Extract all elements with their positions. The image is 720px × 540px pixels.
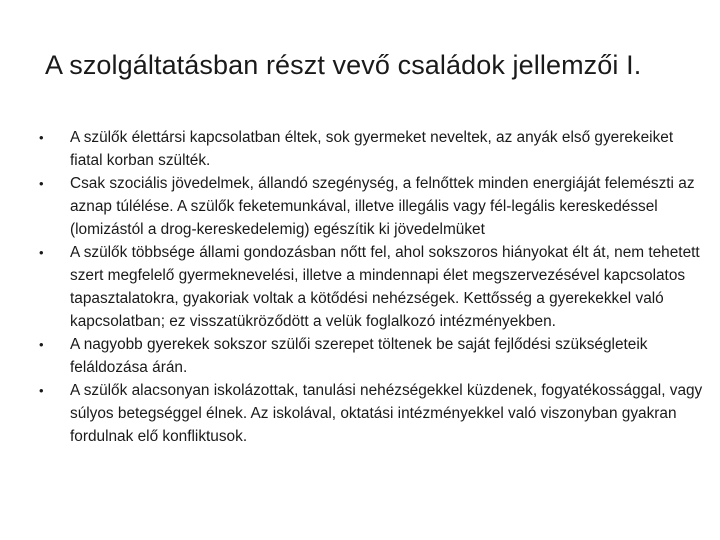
bullet-item-4 xyxy=(39,333,705,379)
bullet-item-3 xyxy=(39,241,705,333)
bullet-text: Csak szociális jövedelmek, állandó szegénység, a felnőttek minden energiáját felemészti az aznap túlélése. A szülők feketemunkával, illetve illegális vagy fél-legális kereskedéssel (lomizástól a drog-kereskedelemig) egészítik ki jövedelmüket xyxy=(70,175,695,238)
bullet-icon: • xyxy=(39,383,44,398)
bullet-icon: • xyxy=(39,337,44,352)
bullet-item-2 xyxy=(39,172,705,241)
bullet-text: A szülők többsége állami gondozásban nőtt fel, ahol sokszoros hiányokat élt át, nem tehetett szert megfelelő gyermeknevelési, illetve a mindennapi élet megszervezésével kapcsolatos tapasztalatokra, gyakoriak voltak a kötődési nehézségek. Kettősség a gyerekekkel való kapcsolatban; ez visszatükröződött a velük foglalkozó intézményekben. xyxy=(70,244,700,330)
bullet-text: A szülők élettársi kapcsolatban éltek, sok gyermeket neveltek, az anyák első gyerekeiket fiatal korban szülték. xyxy=(70,129,674,169)
bullet-icon: • xyxy=(39,176,44,191)
bullet-text: A nagyobb gyerekek sokszor szülői szerepet töltenek be saját fejlődési szükségleteik feláldozása árán. xyxy=(70,336,648,376)
bullet-item-5 xyxy=(39,379,705,448)
bullet-list xyxy=(39,126,705,448)
bullet-text: A szülők alacsonyan iskolázottak, tanulási nehézségekkel küzdenek, fogyatékossággal, vagy súlyos betegséggel élnek. Az iskolával, oktatási intézményekkel való viszonyban gyakran fordulnak elő konfliktusok. xyxy=(70,382,703,445)
bullet-item-1 xyxy=(39,126,705,172)
bullet-icon: • xyxy=(39,245,44,260)
slide-title: A szolgáltatásban részt vevő családok jellemzői I. xyxy=(45,50,642,80)
bullet-icon: • xyxy=(39,130,44,145)
